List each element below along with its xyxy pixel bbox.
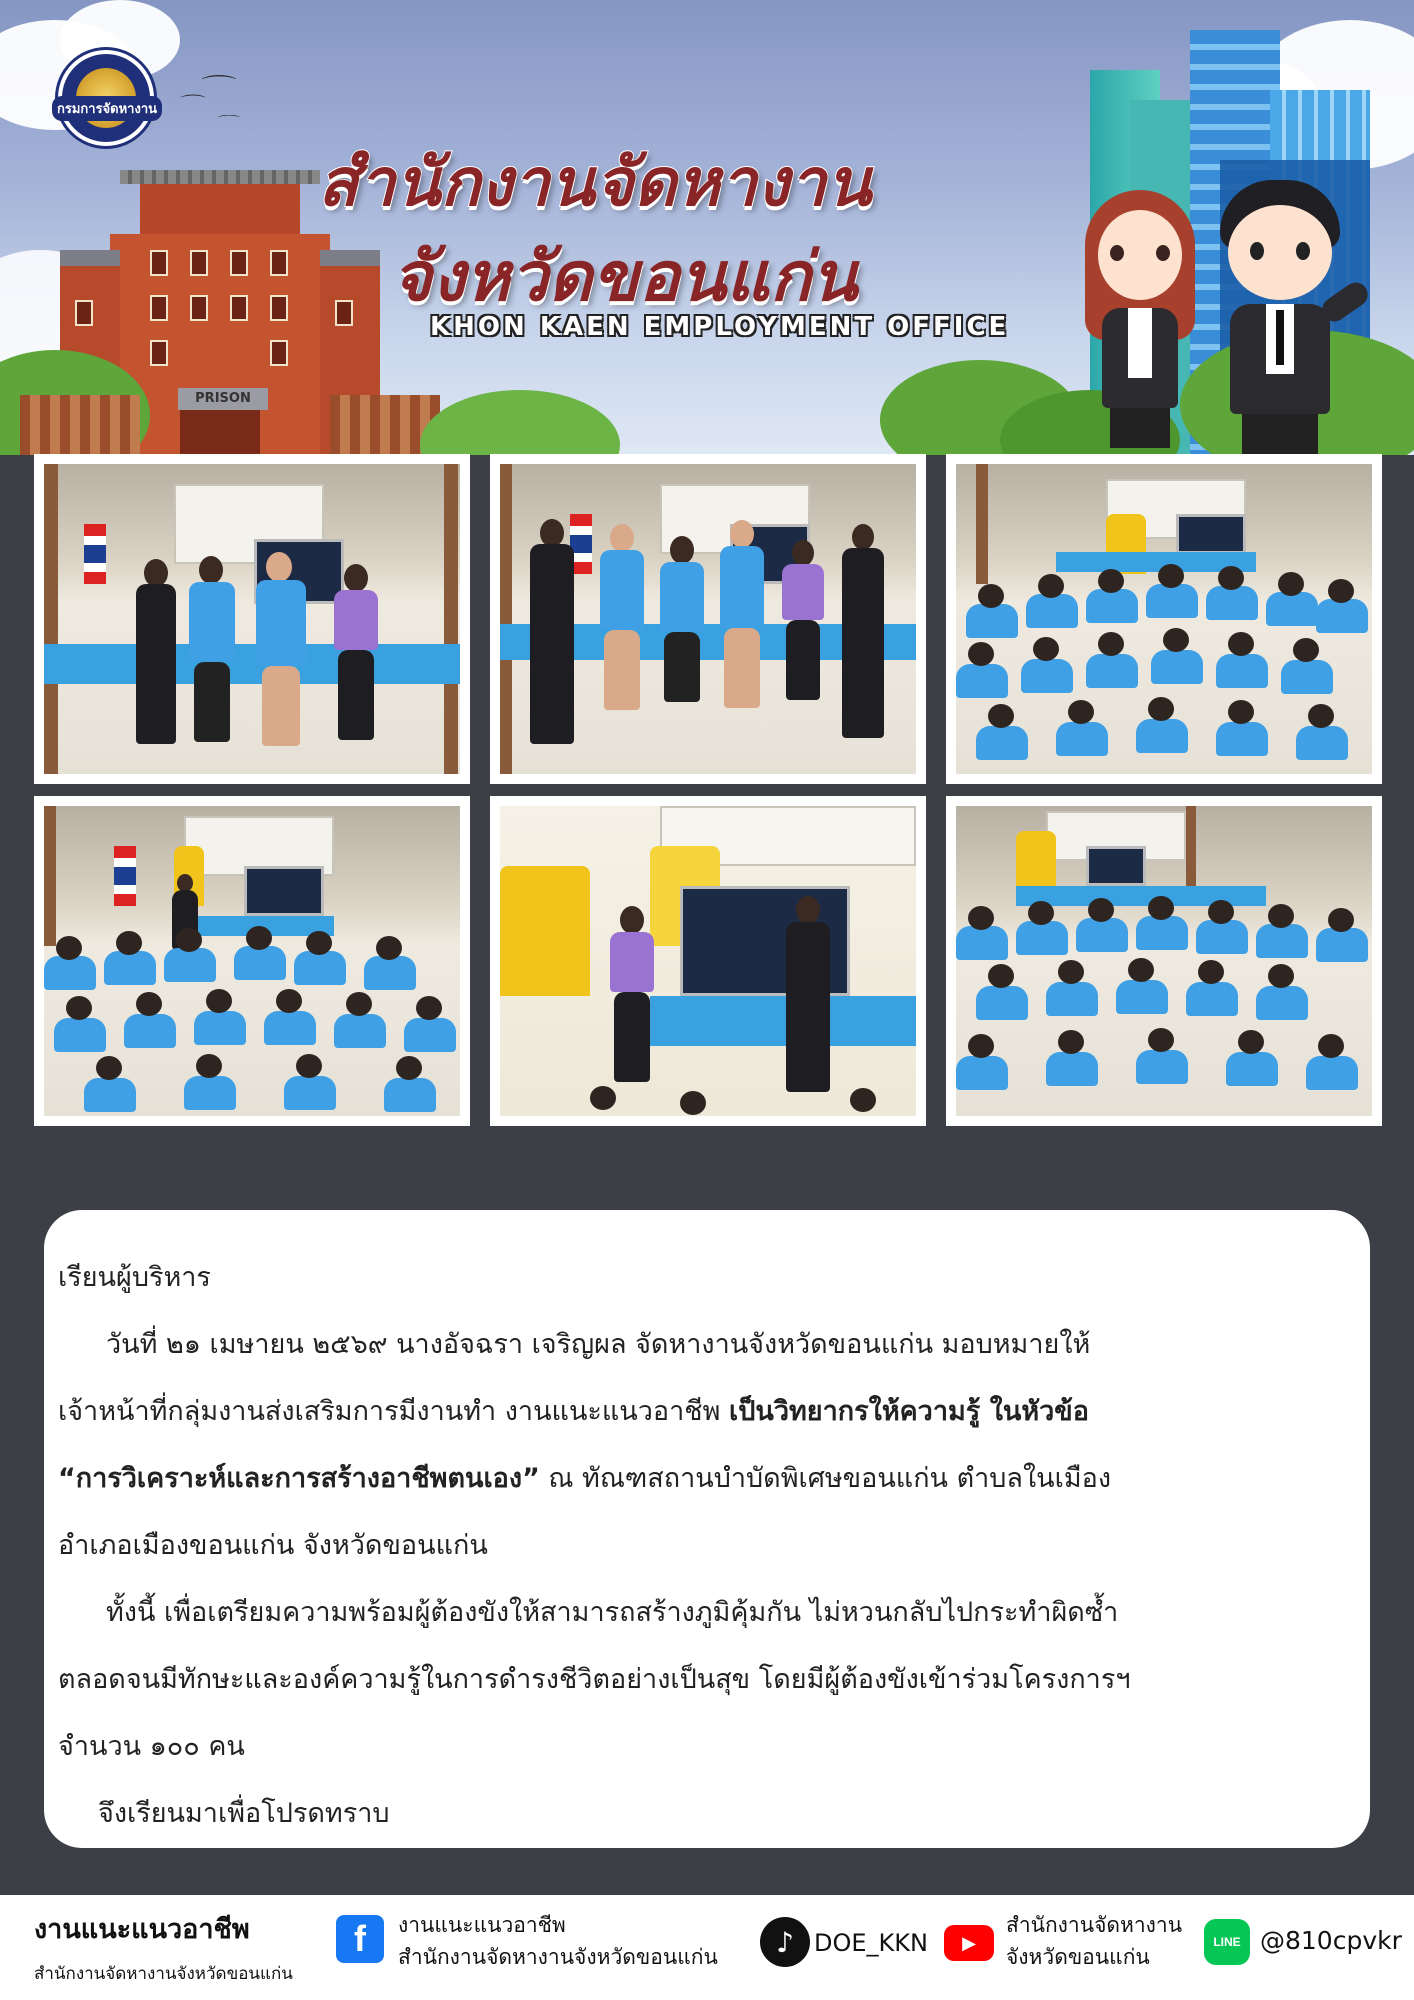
event-photo-1: [34, 454, 470, 784]
bird-icon: ⌒: [217, 115, 241, 131]
footer-line[interactable]: [1260, 1925, 1402, 1957]
event-photo-6: [946, 796, 1382, 1126]
female-mascot-illustration: [1080, 190, 1200, 455]
youtube-channel-line2: จังหวัดขอนแก่น: [1006, 1945, 1150, 1969]
letter-paragraph1-line1: วันที่ ๒๑ เมษายน ๒๕๖๙ นางอัจฉรา เจริญผล จัดหางานจังหวัดขอนแก่น มอบหมายให้: [106, 1329, 1091, 1360]
letter-text: ณ ทัณฑสถานบำบัดพิเศษขอนแก่น ตำบลในเมือง: [539, 1463, 1112, 1494]
photo-grid: [34, 454, 1382, 1126]
office-title-line2: จังหวัดขอนแก่น: [392, 238, 858, 317]
letter-closing: จึงเรียนมาเพื่อโปรดทราบ: [98, 1798, 390, 1829]
prison-sign: PRISON: [178, 388, 268, 410]
letter-text: เจ้าหน้าที่กลุ่มงานส่งเสริมการมีงานทำ งานแนะแนวอาชีพ: [58, 1396, 730, 1427]
line-icon-label: LINE: [1213, 1935, 1241, 1949]
letter-paragraph2-line1: ทั้งนี้ เพื่อเตรียมความพร้อมผู้ต้องขังให้สามารถสร้างภูมิคุ้มกัน ไม่หวนกลับไปกระทำผิดซ้ำ: [106, 1597, 1119, 1628]
footer-youtube[interactable]: [1006, 1909, 1182, 1973]
bird-icon: ⌒: [201, 75, 237, 100]
letter-card: [44, 1210, 1370, 1848]
male-mascot-illustration: [1210, 180, 1350, 455]
header-banner: [0, 0, 1414, 455]
letter-paragraph2-line3: จำนวน ๑๐๐ คน: [58, 1731, 245, 1762]
letter-paragraph2-line2: ตลอดจนมีทักษะและองค์ความรู้ในการดำรงชีวิตอย่างเป็นสุข โดยมีผู้ต้องขังเข้าร่วมโครงการฯ: [58, 1664, 1131, 1695]
letter-paragraph1-line2: [58, 1378, 1356, 1445]
tiktok-icon[interactable]: ♪: [760, 1917, 810, 1967]
letter-salutation: เรียนผู้บริหาร: [58, 1262, 211, 1293]
letter-paragraph1-line4: อำเภอเมืองขอนแก่น จังหวัดขอนแก่น: [58, 1530, 488, 1561]
youtube-channel-line1: สำนักงานจัดหางาน: [1006, 1913, 1183, 1937]
line-icon[interactable]: [1204, 1919, 1250, 1965]
facebook-page-line1: งานแนะแนวอาชีพ: [398, 1913, 566, 1937]
tiktok-handle: DOE_KKN: [814, 1929, 928, 1957]
office-title-english: KHON KAEN EMPLOYMENT OFFICE: [430, 312, 1010, 342]
letter-topic: “การวิเคราะห์และการสร้างอาชีพตนเอง”: [58, 1463, 540, 1494]
logo-label: กรมการจัดหางาน: [52, 96, 162, 121]
footer-department: [34, 1907, 293, 1987]
event-photo-2: [490, 454, 926, 784]
letter-paragraph1-line3: [58, 1445, 1356, 1512]
event-photo-4: [34, 796, 470, 1126]
event-photo-5: [490, 796, 926, 1126]
letter-emphasis: เป็นวิทยากรให้ความรู้ ในหัวข้อ: [729, 1396, 1089, 1427]
line-id: @810cpvkr: [1260, 1926, 1402, 1955]
bird-icon: ⌒: [180, 93, 206, 112]
footer-dept-title: งานแนะแนวอาชีพ: [34, 1914, 250, 1945]
facebook-icon[interactable]: f: [336, 1915, 384, 1963]
event-photo-3: [946, 454, 1382, 784]
footer-tiktok[interactable]: [814, 1927, 928, 1959]
office-title-line1: สำนักงานจัดหางาน: [318, 144, 872, 221]
footer-facebook[interactable]: [398, 1909, 718, 1973]
facebook-page-line2: สำนักงานจัดหางานจังหวัดขอนแก่น: [398, 1945, 718, 1969]
footer-dept-sub: สำนักงานจัดหางานจังหวัดขอนแก่น: [34, 1964, 293, 1984]
youtube-icon[interactable]: ▶: [944, 1925, 994, 1961]
footer: [0, 1895, 1414, 2000]
